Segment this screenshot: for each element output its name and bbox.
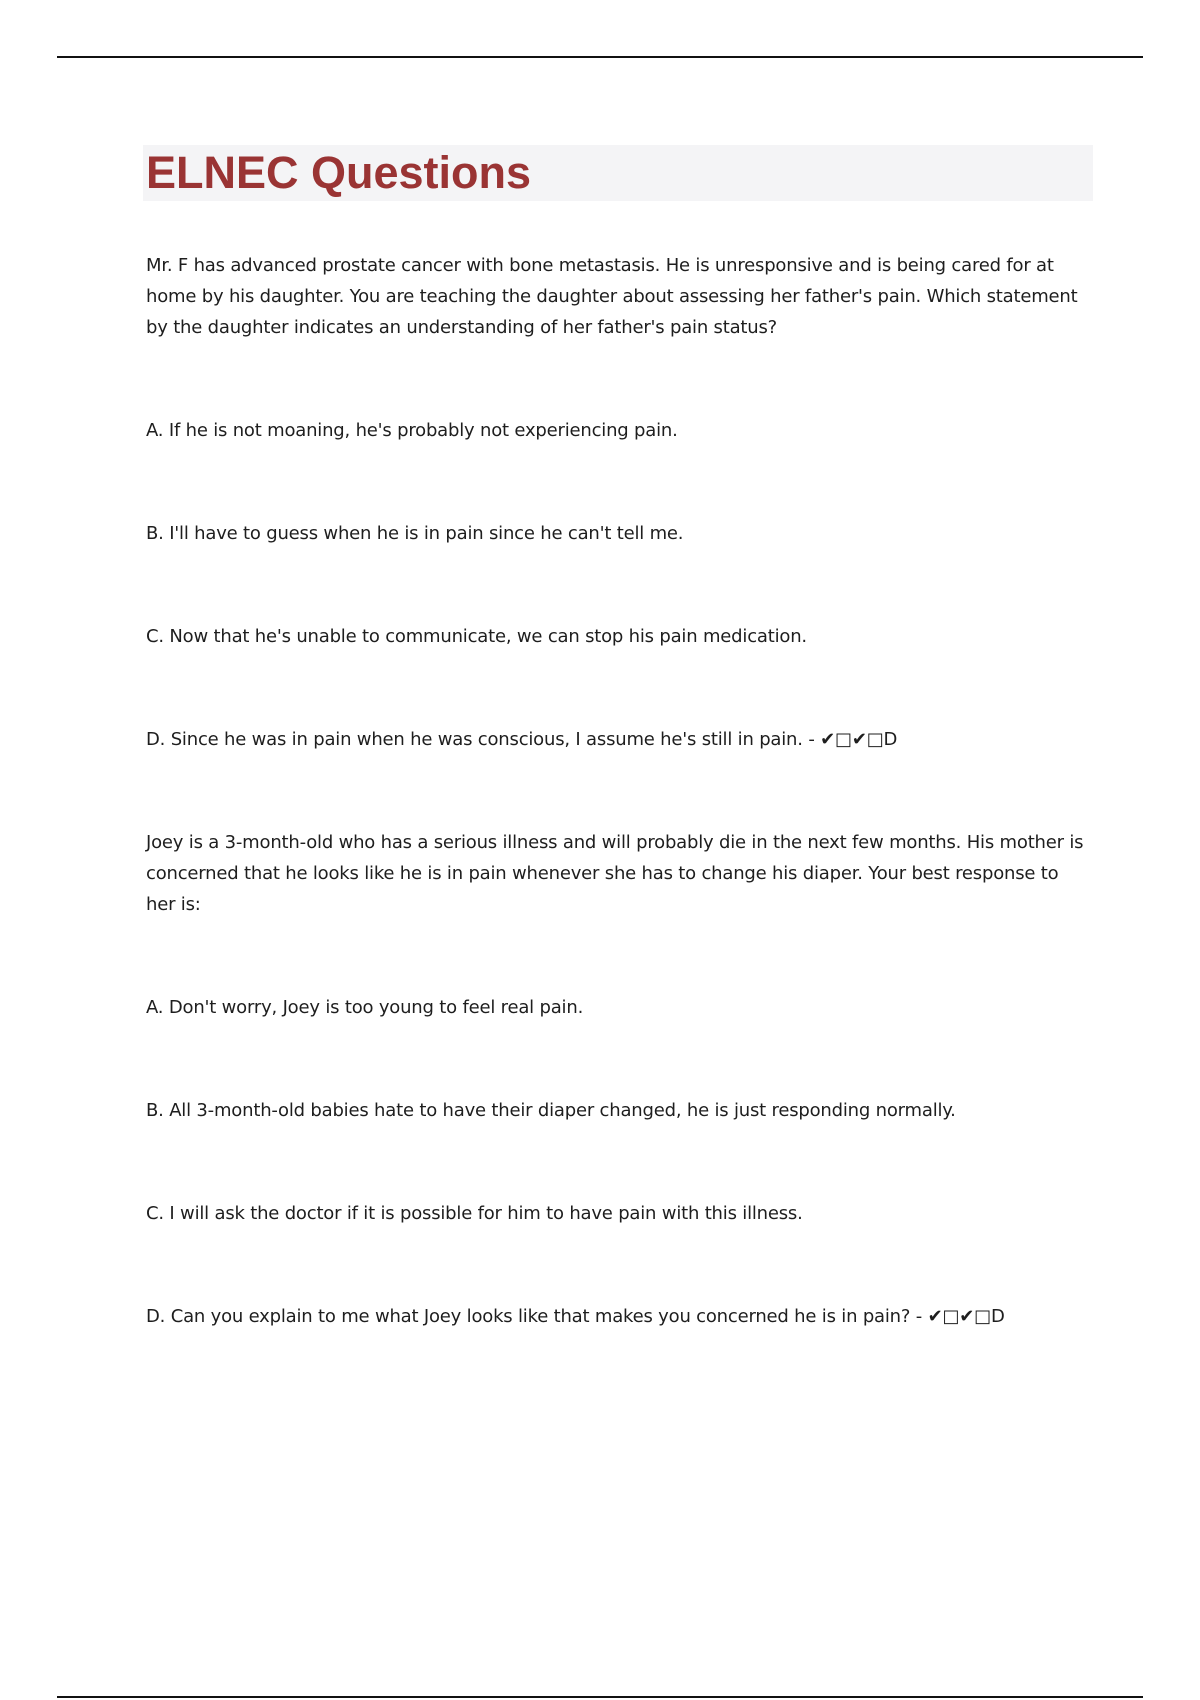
- answer-key: ✔□✔□D: [820, 729, 898, 750]
- answer-separator: -: [910, 1306, 928, 1327]
- option-b: B. I'll have to guess when he is in pain since he can't tell me.: [146, 523, 684, 544]
- answer-key: ✔□✔□D: [927, 1306, 1005, 1327]
- top-rule: [57, 56, 1143, 58]
- question-2: [146, 827, 1086, 1332]
- question-stem: Mr. F has advanced prostate cancer with bone metastasis. He is unresponsive and is being cared for at home by his daughter. You are teaching the daughter about assessing her father's pain. Which statement by the daughter indicates an understanding of her father's pain status?: [146, 255, 1078, 338]
- option-d: D. Can you explain to me what Joey looks like that makes you concerned he is in pain?: [146, 1306, 911, 1327]
- question-1: [146, 250, 1086, 755]
- option-d-answer: [146, 1301, 1086, 1332]
- bottom-rule: [57, 1696, 1143, 1698]
- page-title: ELNEC Questions: [146, 147, 532, 198]
- answer-separator: -: [802, 729, 821, 750]
- option-a: A. Don't worry, Joey is too young to feel real pain.: [146, 997, 584, 1018]
- option-c: C. I will ask the doctor if it is possible for him to have pain with this illness.: [146, 1203, 803, 1224]
- question-stem: Joey is a 3-month-old who has a serious illness and will probably die in the next few months. His mother is concerned that he looks like he is in pain whenever she has to change his diaper. Your best response to her is:: [146, 832, 1084, 915]
- option-a: A. If he is not moaning, he's probably not experiencing pain.: [146, 420, 678, 441]
- question-list: [146, 250, 1086, 1332]
- option-b: B. All 3-month-old babies hate to have their diaper changed, he is just responding normally.: [146, 1100, 956, 1121]
- option-c: C. Now that he's unable to communicate, we can stop his pain medication.: [146, 626, 807, 647]
- option-d: D. Since he was in pain when he was conscious, I assume he's still in pain.: [146, 729, 803, 750]
- option-d-answer: [146, 724, 1086, 755]
